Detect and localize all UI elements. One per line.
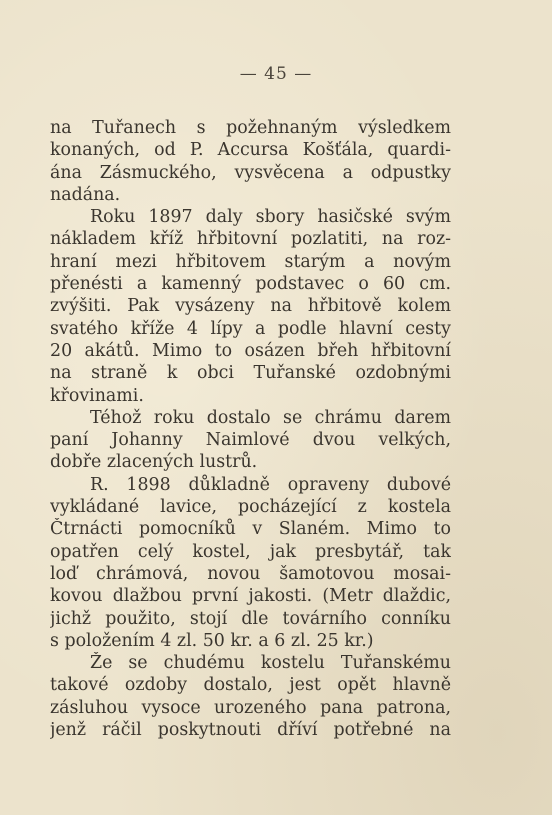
text-line: Že se chudému kostelu Tuřanskému — [90, 653, 451, 674]
text-line: Roku 1897 daly sbory hasičské svým — [90, 207, 451, 228]
text-line: jichž použito, stojí dle továrního conníku — [50, 608, 451, 629]
text-line: s položením 4 zl. 50 kr. a 6 zl. 25 kr.) — [50, 630, 374, 651]
text-line: na straně k obci Tuřanské ozdobnými — [50, 363, 451, 384]
text-line: jenž ráčil poskytnouti dříví potřebné na — [50, 720, 451, 741]
body-text — [50, 117, 451, 741]
text-line: kovou dlažbou první jakosti. (Metr dlaždic, — [50, 586, 451, 607]
text-line: Čtrnácti pomocníků v Slaném. Mimo to — [50, 519, 451, 540]
text-line: ána Zásmuckého, vysvěcena a odpustky — [50, 162, 451, 183]
text-line: R. 1898 důkladně opraveny dubové — [90, 474, 451, 495]
text-line: hraní mezi hřbitovem starým a novým — [50, 251, 451, 272]
text-line: konaných, od P. Accursa Košťála, quardi- — [50, 140, 451, 161]
page-number: — 45 — — [239, 64, 313, 84]
text-line: dobře zlacených lustrů. — [50, 452, 258, 473]
text-line: takové ozdoby dostalo, jest opět hlavně — [50, 675, 451, 696]
text-line: na Tuřanech s požehnaným výsledkem — [50, 118, 451, 138]
text-line: 20 akátů. Mimo to osázen břeh hřbitovní — [50, 340, 451, 361]
text-line: křovinami. — [50, 385, 144, 406]
text-line: zvýšiti. Pak vysázeny na hřbitově kolem — [50, 296, 451, 317]
text-line: vykládané lavice, pocházející z kostela — [50, 497, 451, 518]
text-line: nadána. — [50, 184, 121, 205]
text-line: nákladem kříž hřbitovní pozlatiti, na roz- — [50, 229, 451, 250]
text-line: loď chrámová, novou šamotovou mosai- — [50, 563, 451, 584]
text-line: opatřen celý kostel, jak presbytář, tak — [50, 541, 451, 562]
text-line: paní Johanny Naimlové dvou velkých, — [50, 430, 451, 451]
text-line: zásluhou vysoce urozeného pana patrona, — [50, 697, 451, 718]
text-line: Téhož roku dostalo se chrámu darem — [90, 407, 451, 428]
text-line: svatého kříže 4 lípy a podle hlavní cesty — [50, 318, 451, 339]
text-line: přenésti a kamenný podstavec o 60 cm. — [50, 274, 451, 295]
